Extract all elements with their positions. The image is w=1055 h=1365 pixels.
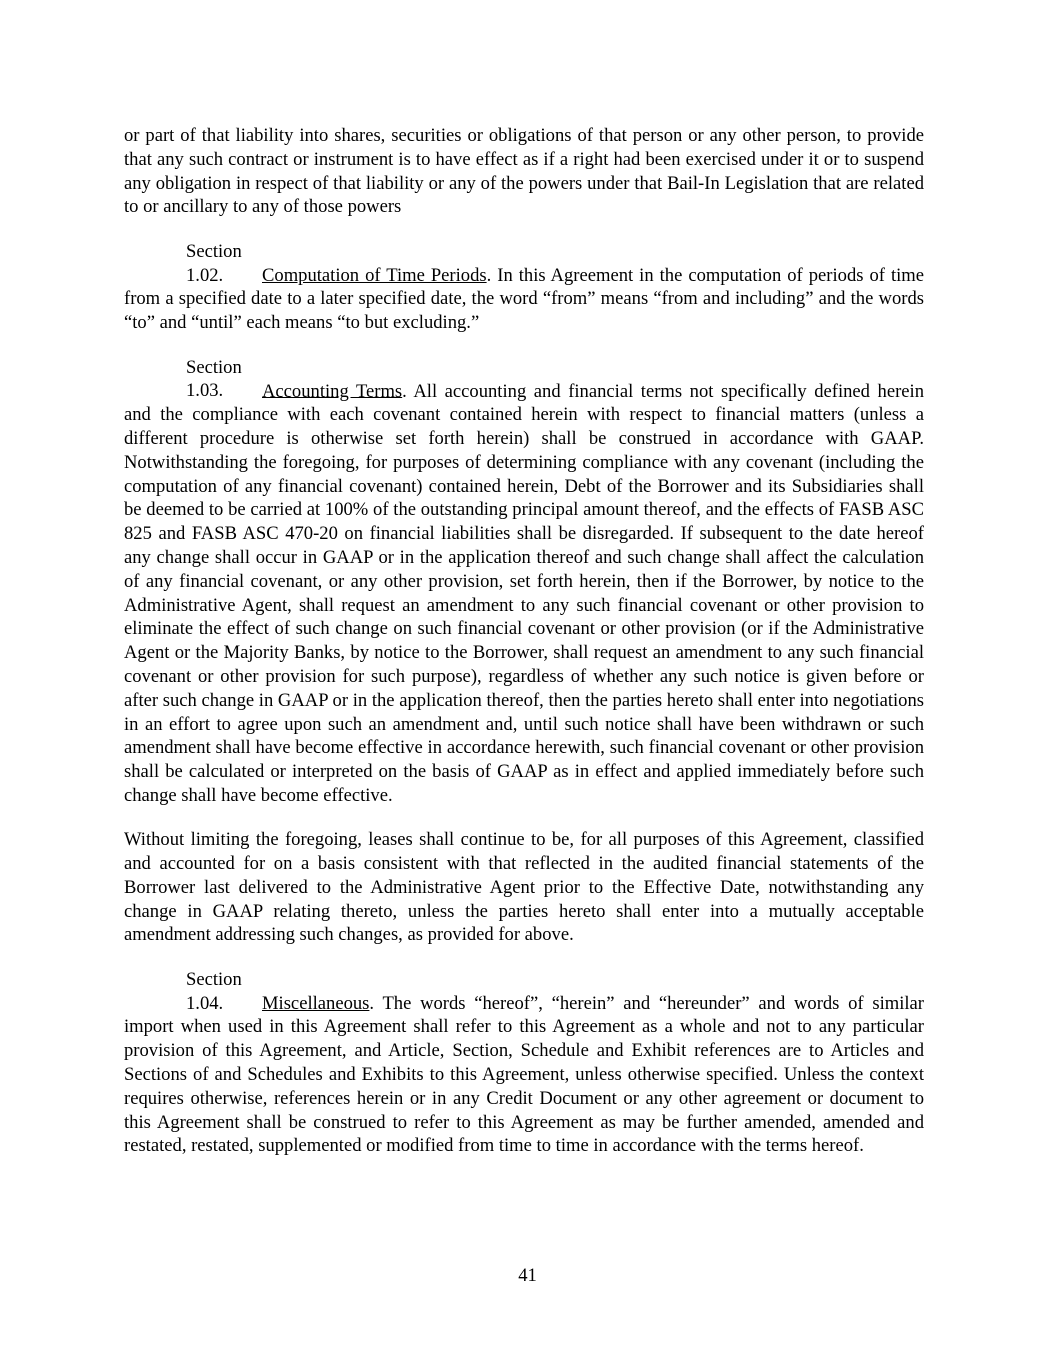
page-number: 41 [518, 1265, 537, 1286]
section-number: Section 1.02. [186, 240, 242, 286]
section-1-04 [124, 968, 924, 1158]
section-heading: Miscellaneous [262, 992, 370, 1014]
section-number: Section 1.04. [186, 968, 242, 1014]
section-body: . All accounting and financial terms not specifically defined herein and the compliance with each covenant contained herein with respect to financial matters (unless a different procedure is otherwise set forth herein) shall be construed in accordance with GAAP. Notwithstanding the foregoing, for purposes of determining compliance with any covenant (including the computation of any financial covenant) contained herein, Debt of the Borrower and its Subsidiaries shall be deemed to be carried at 100% of the outstanding principal amount thereof, and the effects of FASB ASC 825 and FASB ASC 470-20 on financial liabilities shall be disregarded. If subsequent to the date hereof any change shall occur in GAAP or in the application thereof and such change shall affect the calculation of any financial covenant, or any other provision, set forth herein, then if the Borrower, by notice to the Administrative Agent, shall request an amendment to any such financial covenant or other provision to eliminate the effect of such change on such financial covenant or other provision (or if the Administrative Agent or the Majority Banks, by notice to the Borrower, shall request an amendment to any such financial covenant or other provision for such purpose), regardless of whether any such notice is given before or after such change in GAAP or in the application thereof, then the parties hereto shall enter into negotiations in an effort to agree upon such an amendment and, until such notice shall have been withdrawn or such amendment shall have become effective in accordance herewith, such financial covenant or other provision shall be calculated or interpreted on the basis of GAAP as in effect and applied immediately before such change shall have become effective. [124, 380, 924, 806]
paragraph-bail-in-continuation: or part of that liability into shares, securities or obligations of that person or any other person, to provide that any such contract or instrument is to have effect as if a right had been exercised under it or to suspend any obligation in respect of that liability or any of the powers under that Bail-In Legislation that are related to or ancillary to any of those powers [124, 125, 924, 218]
section-number: Section 1.03. [186, 356, 242, 402]
section-1-02 [124, 240, 924, 335]
section-heading: Computation of Time Periods [262, 264, 487, 286]
paragraph-leases: Without limiting the foregoing, leases shall continue to be, for all purposes of this Agreement, classified and accounted for on a basis consistent with that reflected in the audited financial statements of the Borrower last delivered to the Administrative Agent prior to the Effective Date, notwithstanding any change in GAAP relating thereto, unless the parties hereto shall enter into a mutually acceptable amendment addressing such changes, as provided for above. [124, 829, 924, 946]
section-heading: Accounting Terms [262, 380, 403, 402]
section-body: . The words “hereof”, “herein” and “hereunder” and words of similar import when used in this Agreement shall refer to this Agreement as a whole and not to any particular provision of this Agreement, and Article, Section, Schedule and Exhibit references are to Articles and Sections of and Schedules and Exhibits to this Agreement, unless otherwise specified. Unless the context requires otherwise, references herein or in any Credit Document or any other agreement or document to this Agreement shall be construed to refer to this Agreement as may be further amended, amended and restated, restated, supplemented or modified from time to time in accordance with the terms hereof. [124, 992, 924, 1157]
section-1-03 [124, 356, 924, 808]
document-page [124, 124, 924, 1179]
section-body: . In this Agreement in the computation of periods of time from a specified date to a later specified date, the word “from” means “from and including” and the words “to” and “until” each means “to but excluding.” [124, 264, 924, 334]
